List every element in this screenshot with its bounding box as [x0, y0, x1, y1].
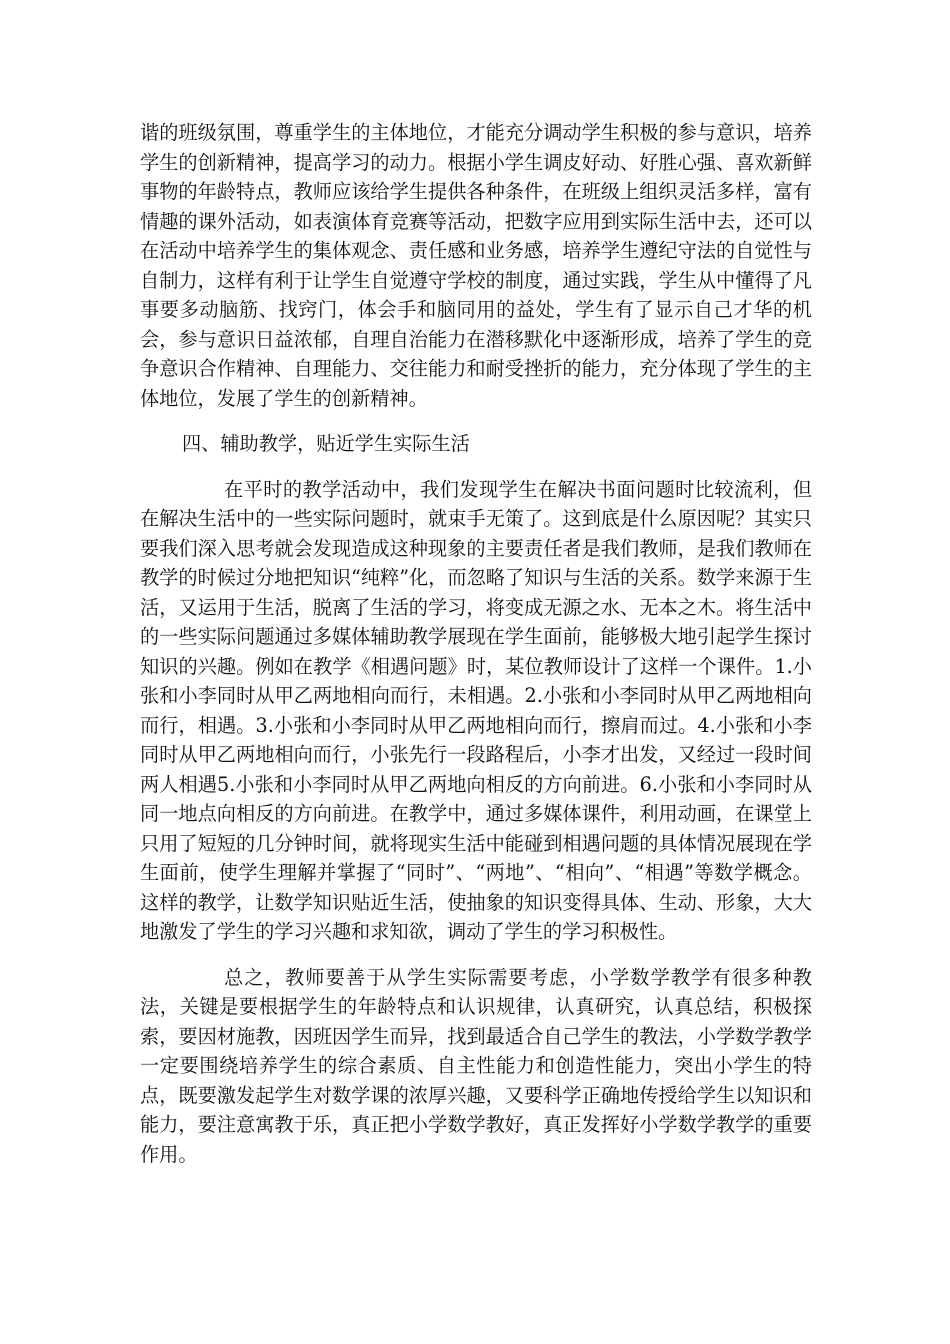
section-heading-assisted-teaching: 四、辅助教学，贴近学生实际生活	[182, 432, 470, 455]
paragraph-real-life-problems: 在平时的教学活动中，我们发现学生在解决书面问题时比较流利，但在解决生活中的一些实际问题时，就束手无策了。这到底是什么原因呢？其实只要我们深入思考就会发现造成这种现象的主要责任者是我们教师，是我们教师在教学的时候过分地把知识“纯粹”化，而忽略了知识与生活的关系。数学来源于生活，又运用于生活，脱离了生活的学习，将变成无源之水、无本之木。将生活中的一些实际问题通过多媒体辅助教学展现在学生面前，能够极大地引起学生探讨知识的兴趣。例如在教学《相遇问题》时，某位教师设计了这样一个课件。1.小张和小李同时从甲乙两地相向而行，未相遇。2.小张和小李同时从甲乙两地相向而行，相遇。3.小张和小李同时从甲乙两地相向而行，擦肩而过。4.小张和小李同时从甲乙两地相向而行，小张先行一段路程后，小李才出发，又经过一段时间两人相遇5.小张和小李同时从甲乙两地向相反的方向前进。6.小张和小李同时从同一地点向相反的方向前进。在教学中，通过多媒体课件，利用动画，在课堂上只用了短短的几分钟时间，就将现实生活中能碰到相遇问题的具体情况展现在学生面前，使学生理解并掌握了“同时”、“两地”、“相向”、“相遇”等数学概念。这样的教学，让数学知识贴近生活，使抽象的知识变得具体、生动、形象，大大地激发了学生的学习兴趣和求知欲，调动了学生的学习积极性。	[140, 477, 812, 943]
document-body	[140, 118, 812, 1169]
paragraph-conclusion: 总之，教师要善于从学生实际需要考虑，小学数学教学有很多种教法，关键是要根据学生的年龄特点和认识规律，认真研究，认真总结，积极探索，要因材施教，因班因学生而异，找到最适合自己学生的教法，小学数学教学一定要围绕培养学生的综合素质、自主性能力和创造性能力，突出小学生的特点，既要激发起学生对数学课的浓厚兴趣，又要科学正确地传授给学生以知识和能力，要注意寓教于乐，真正把小学数学教好，真正发挥好小学数学教学的重要作用。	[140, 965, 812, 1166]
paragraph-class-atmosphere: 谐的班级氛围，尊重学生的主体地位，才能充分调动学生积极的参与意识，培养学生的创新精神，提高学习的动力。根据小学生调皮好动、好胜心强、喜欢新鲜事物的年龄特点，教师应该给学生提供各种条件，在班级上组织灵活多样，富有情趣的课外活动，如表演体育竞赛等活动，把数字应用到实际生活中去，还可以在活动中培养学生的集体观念、责任感和业务感，培养学生遵纪守法的自觉性与自制力，这样有利于让学生自觉遵守学校的制度，通过实践，学生从中懂得了凡事要多动脑筋、找窍门，体会手和脑同用的益处，学生有了显示自己才华的机会，参与意识日益浓郁，自理自治能力在潜移默化中逐渐形成，培养了学生的竞争意识合作精神、自理能力、交往能力和耐受挫折的能力，充分体现了学生的主体地位，发展了学生的创新精神。	[140, 121, 812, 410]
